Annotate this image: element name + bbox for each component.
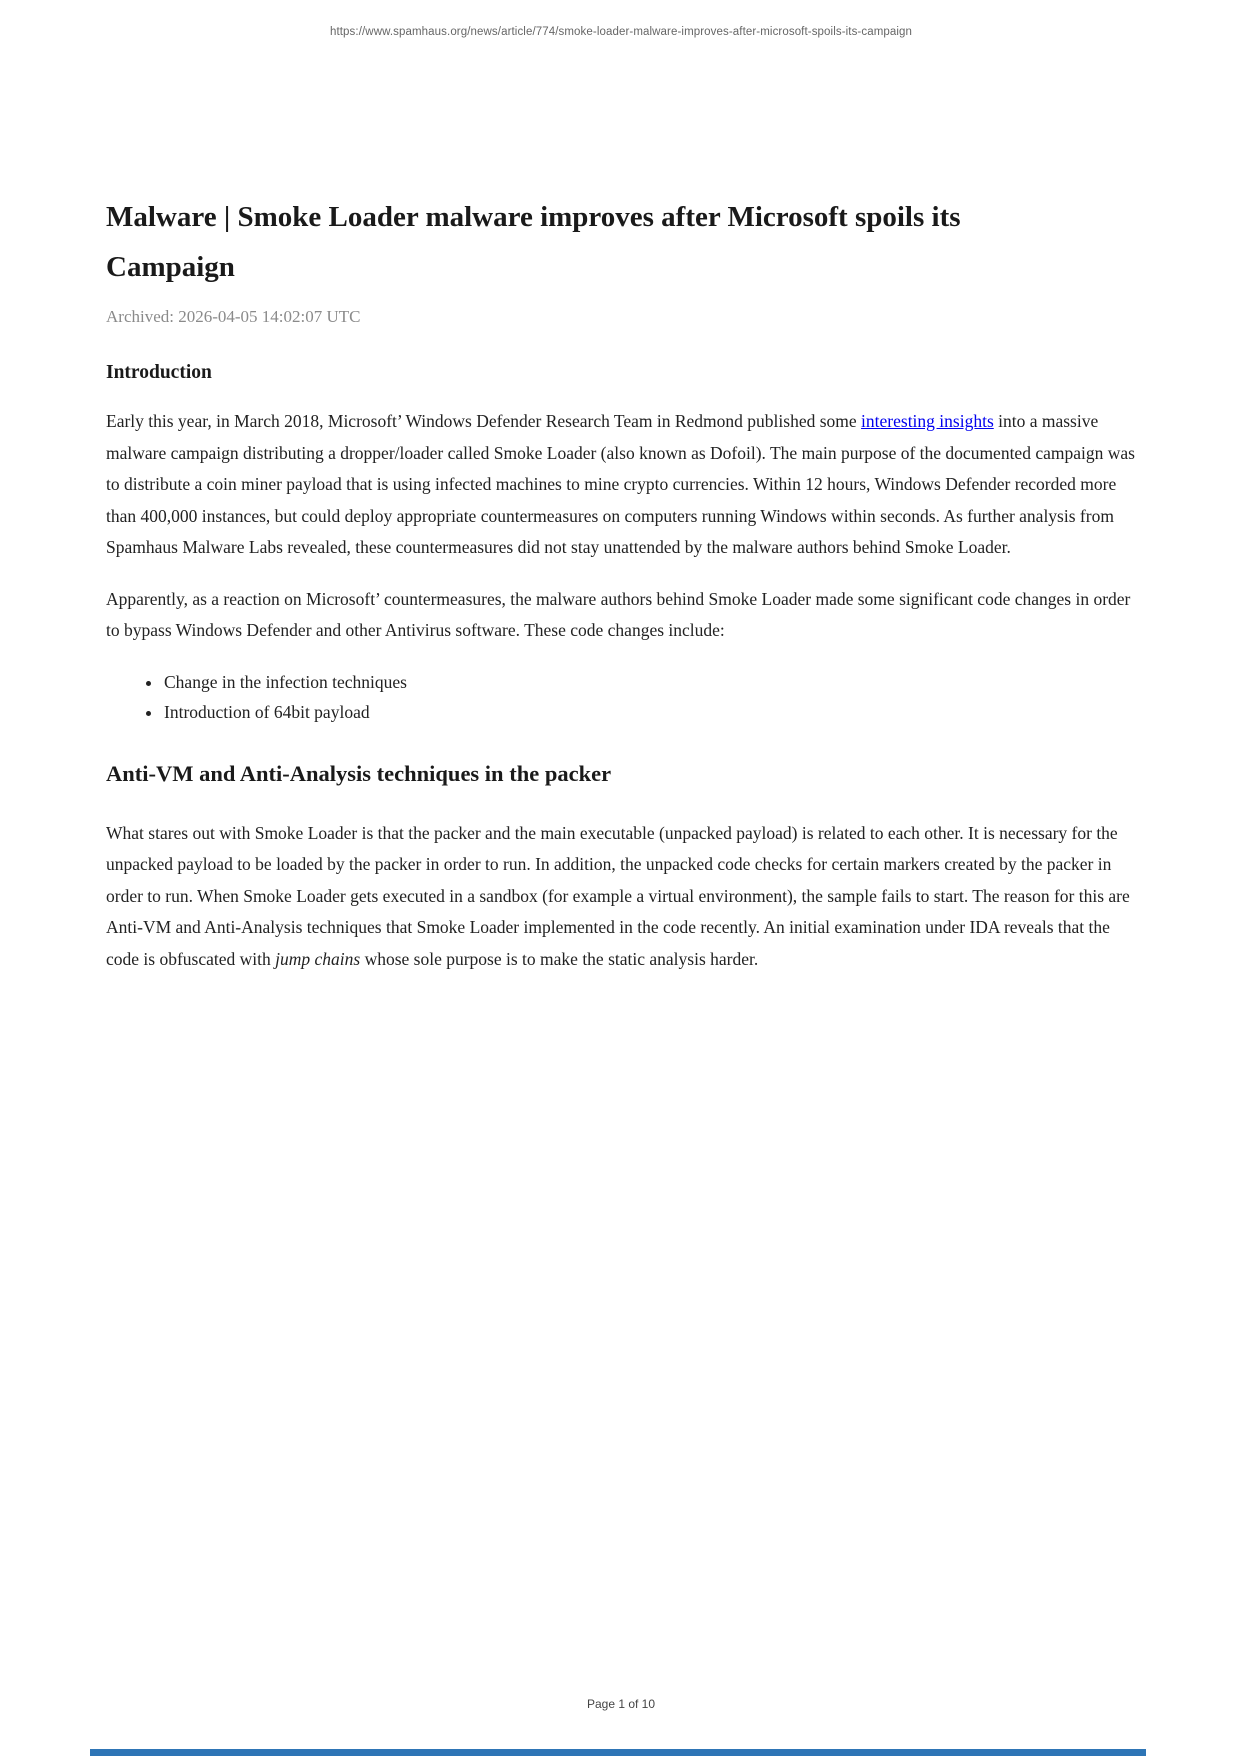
paragraph-text: whose sole purpose is to make the static analysis harder.: [360, 948, 759, 969]
interesting-insights-link[interactable]: interesting insights: [861, 411, 994, 431]
paragraph-text: Early this year, in March 2018, Microsoft’ Windows Defender Research Team in Redmond published some: [106, 411, 862, 431]
paragraph-intro-1: [106, 406, 1136, 564]
section-heading-introduction: Introduction: [106, 362, 212, 383]
article-title: Malware | Smoke Loader malware improves after Microsoft spoils its Campaign: [106, 201, 961, 283]
paragraph-anti-vm: [106, 818, 1136, 976]
paragraph-text: What stares out with Smoke Loader is that the packer and the main executable (unpacked payload) is related to each other. It is necessary for the unpacked payload to be loaded by the packer in order to run. In addition, the unpacked code checks for certain markers created by the packer in order to run. When Smoke Loader gets executed in a sandbox (for example a virtual environment), the sample fails to start. The reason for this are Anti-VM and Anti-Analysis techniques that Smoke Loader implemented in the code recently. An initial examination under IDA reveals that the code is obfuscated with: [106, 822, 1130, 969]
list-item-infection-techniques: • Change in the infection techniques: [163, 667, 1136, 698]
section-heading-anti-vm: Anti-VM and Anti-Analysis techniques in the packer: [106, 760, 612, 786]
list-item-64bit-payload: • Introduction of 64bit payload: [163, 697, 1136, 728]
jump-chains-italic: jump chains: [275, 948, 361, 969]
code-changes-list: [106, 667, 1136, 728]
article-content: [0, 192, 1242, 975]
archived-timestamp: Archived: 2026-04-05 14:02:07 UTC: [106, 307, 361, 326]
bottom-accent-bar: [90, 1749, 1146, 1756]
page-number-footer: Page 1 of 10: [586, 1697, 656, 1711]
paragraph-intro-2: Apparently, as a reaction on Microsoft’ countermeasures, the malware authors behind Smoke Loader made some significant code changes in order to bypass Windows Defender and other Antivirus software. These code changes include:: [106, 588, 1131, 640]
paragraph-text: into a massive malware campaign distributing a dropper/loader called Smoke Loader (also known as Dofoil). The main purpose of the documented campaign was to distribute a coin miner payload that is using infected machines to mine crypto currencies. Within 12 hours, Windows Defender recorded more than 400,000 instances, but could deploy appropriate countermeasures on computers running Windows within seconds. As further analysis from Spamhaus Malware Labs revealed, these countermeasures did not stay unattended by the malware authors behind Smoke Loader.: [106, 411, 1135, 557]
document-url-header: https://www.spamhaus.org/news/article/774/smoke-loader-malware-improves-after-microsoft-spoils-its-campaign: [329, 26, 913, 38]
